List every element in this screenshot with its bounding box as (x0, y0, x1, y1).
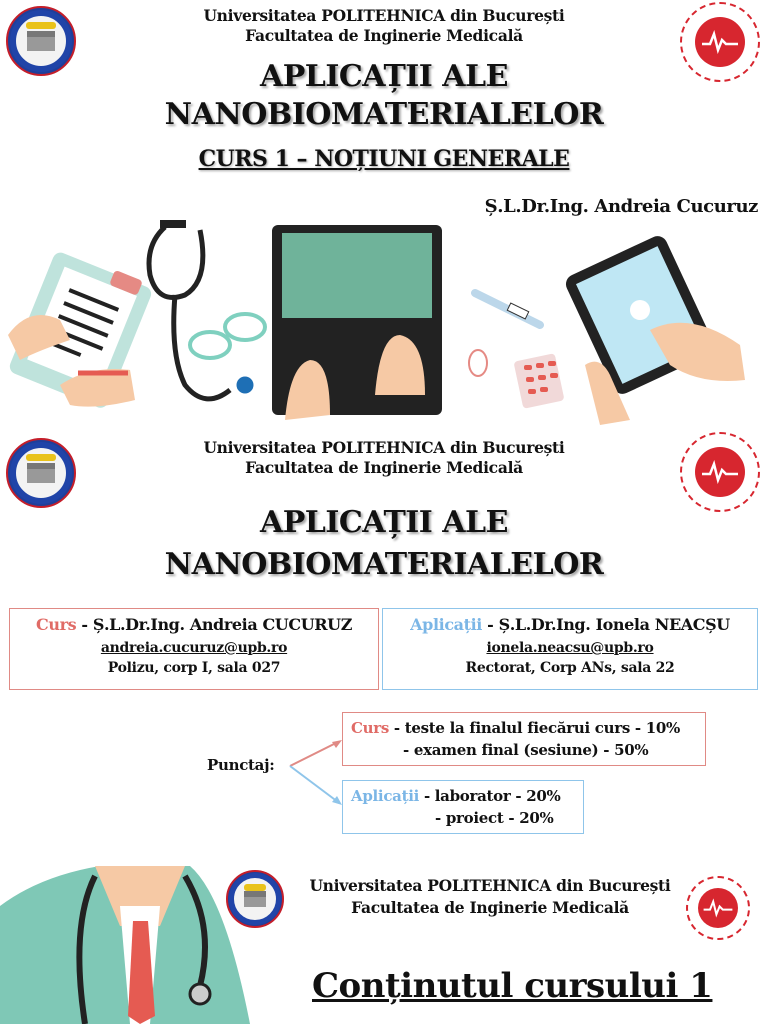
score-label: Punctaj: (207, 756, 275, 774)
course-title-line1: APLICAȚII ALE (259, 59, 509, 94)
course-title-line2-2: NANOBIOMATERIALELOR (164, 547, 604, 582)
university-name-2: Universitatea POLITEHNICA din București (203, 438, 565, 457)
lab-teacher: - Ș.L.Dr.Ing. Ionela NEACȘU (481, 615, 730, 634)
university-name: Universitatea POLITEHNICA din București (203, 6, 565, 25)
doctor-illustration (0, 866, 260, 1024)
course-score-line1 (351, 717, 697, 739)
heartbeat-icon (702, 898, 734, 918)
course-score-box (342, 712, 706, 766)
stethoscope-earpiece (160, 220, 186, 228)
score-lab-label: Aplicații (351, 787, 420, 805)
lecture-subtitle: CURS 1 – NOȚIUNI GENERALE (198, 146, 570, 172)
course-email-link[interactable]: andreia.cucuruz@upb.ro (100, 640, 288, 656)
politehnica-logo-3 (226, 870, 284, 928)
course-title-line2: NANOBIOMATERIALELOR (164, 97, 604, 132)
author-name: Ș.L.Dr.Ing. Andreia Cucuruz (484, 196, 758, 217)
lab-teacher-line (383, 615, 757, 634)
lab-location: Rectorat, Corp ANs, sala 22 (465, 660, 675, 676)
lab-score-line1 (351, 785, 575, 807)
tablet-icon (563, 233, 745, 425)
course-teacher: - Ș.L.Dr.Ing. Andreia CUCURUZ (76, 615, 352, 634)
faculty-name-3: Facultatea de Inginerie Medicală (351, 898, 629, 917)
heartbeat-icon (700, 460, 740, 484)
thermometer-icon (475, 293, 540, 325)
lab-label: Aplicații (410, 615, 482, 634)
politehnica-logo-2 (6, 438, 76, 508)
lecture-contents-title: Conținutul cursului 1 (312, 966, 713, 1006)
score-course-label: Curs (351, 719, 389, 737)
clipboard-icon (7, 250, 153, 410)
fim-logo-2 (680, 432, 760, 512)
score-arrows (286, 736, 346, 808)
medical-illustration (0, 215, 768, 430)
course-teacher-line (10, 615, 378, 634)
course-location: Polizu, corp I, sala 027 (107, 660, 281, 676)
heartbeat-icon (700, 30, 740, 54)
faculty-name-2: Facultatea de Inginerie Medicală (245, 458, 523, 477)
laptop-icon (272, 225, 442, 420)
pills-icon (469, 350, 565, 409)
lab-email-link[interactable]: ionela.neacsu@upb.ro (486, 640, 654, 656)
course-label: Curs (36, 615, 77, 634)
glasses-icon (190, 314, 265, 358)
lab-contact-box (382, 608, 758, 690)
lab-score-text1: - laborator - 20% (419, 787, 561, 805)
faculty-name: Facultatea de Inginerie Medicală (245, 26, 523, 45)
university-name-3: Universitatea POLITEHNICA din București (309, 876, 671, 895)
course-score-text1: - teste la finalul fiecărui curs - 10% (389, 719, 680, 737)
lab-score-box (342, 780, 584, 834)
course-contact-box (9, 608, 379, 690)
course-score-line2: - examen final (sesiune) - 50% (403, 741, 649, 759)
course-title-line1-2: APLICAȚII ALE (259, 505, 509, 540)
lab-score-line2: - proiect - 20% (435, 809, 554, 827)
